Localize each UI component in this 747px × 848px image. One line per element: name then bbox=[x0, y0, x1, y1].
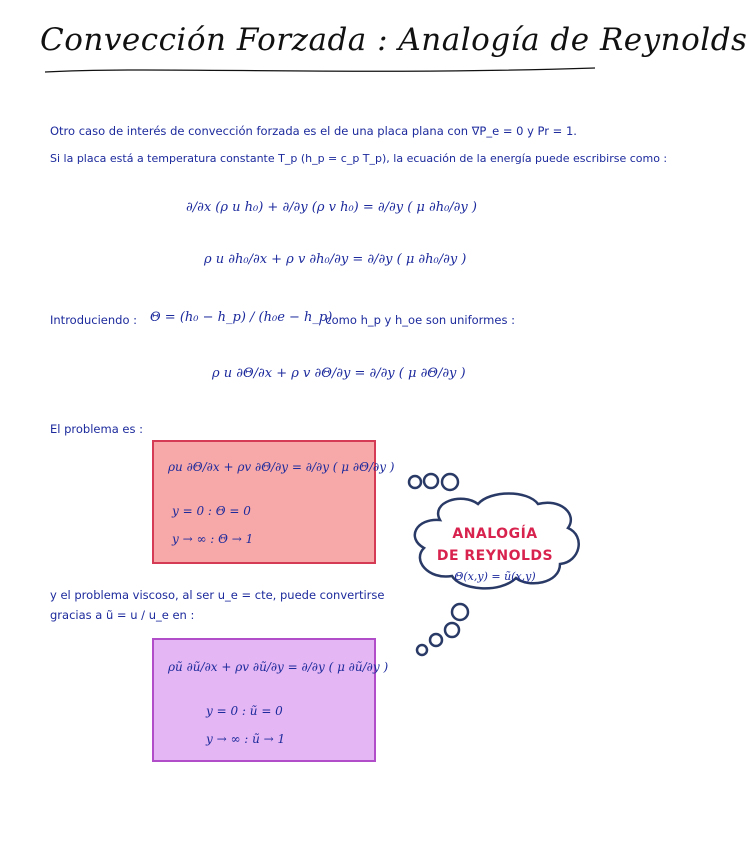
thermal-bc-wall: y = 0 : Θ = 0 bbox=[172, 504, 251, 518]
equation-2: ρ u ∂h₀/∂x + ρ v ∂h₀/∂y = ∂/∂y ( μ ∂h₀/∂y ) bbox=[204, 252, 467, 267]
viscoso-line-1: y el problema viscoso, al ser u_e = cte, puede convertirse bbox=[50, 588, 385, 602]
paragraph-2: Si la placa está a temperatura constante T_p (h_p = c_p T_p), la ecuación de la energía puede escribirse como : bbox=[50, 152, 668, 165]
cloud-title-line-1: ANALOGÍA bbox=[452, 526, 538, 542]
thermal-equation: ρu ∂Θ/∂x + ρv ∂Θ/∂y = ∂/∂y ( μ ∂Θ/∂y ) bbox=[168, 460, 395, 474]
cloud-formula: Θ(x,y) = ũ(x,y) bbox=[454, 570, 536, 583]
equation-1: ∂/∂x (ρ u h₀) + ∂/∂y (ρ v h₀) = ∂/∂y ( μ ∂h₀/∂y ) bbox=[186, 200, 477, 215]
thermal-problem-box bbox=[152, 440, 395, 564]
viscous-bc-wall: y = 0 : ũ = 0 bbox=[206, 704, 283, 718]
problema-label: El problema es : bbox=[50, 422, 143, 436]
thermal-bc-infinity: y → ∞ : Θ → 1 bbox=[172, 532, 254, 546]
title-underline bbox=[40, 64, 600, 78]
equation-3: ρ u ∂Θ/∂x + ρ v ∂Θ/∂y = ∂/∂y ( μ ∂Θ/∂y ) bbox=[212, 366, 466, 381]
introduciendo-tail: , como h_p y h_oe son uniformes : bbox=[318, 313, 515, 327]
theta-definition: Θ = (h₀ − h_p) / (h₀e − h_p) bbox=[150, 310, 333, 325]
cloud-title-line-2: DE REYNOLDS bbox=[436, 548, 554, 564]
viscous-bc-infinity: y → ∞ : ũ → 1 bbox=[206, 732, 286, 746]
viscous-problem-box bbox=[152, 638, 389, 762]
introduciendo-label: Introduciendo : bbox=[50, 313, 138, 327]
paragraph-1: Otro caso de interés de convección forzada es el de una placa plana con ∇P_e = 0 y Pr = 1. bbox=[50, 124, 577, 138]
page-title: Convección Forzada : Analogía de Reynolds bbox=[40, 22, 747, 58]
viscoso-line-2: gracias a ũ = u / u_e en : bbox=[50, 608, 195, 622]
viscous-equation: ρũ ∂ũ/∂x + ρv ∂ũ/∂y = ∂/∂y ( μ ∂ũ/∂y ) bbox=[168, 660, 389, 674]
